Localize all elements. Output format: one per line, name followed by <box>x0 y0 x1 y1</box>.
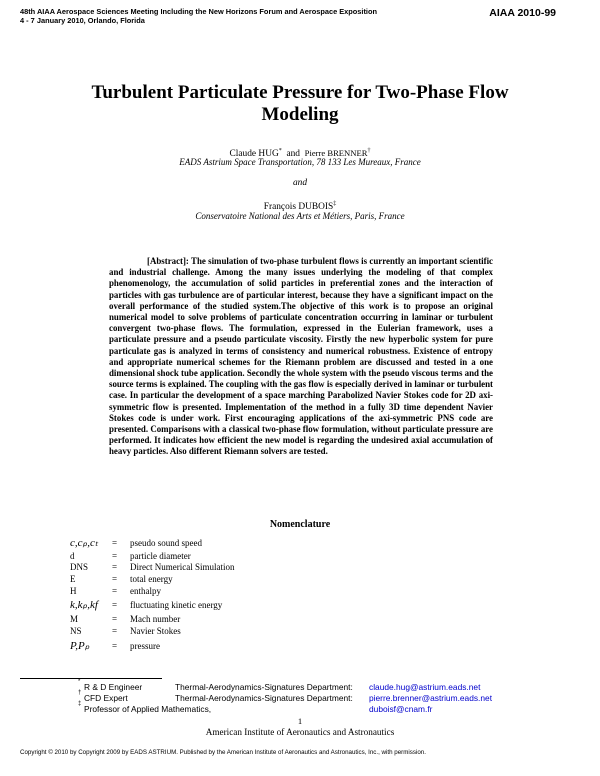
definition: Mach number <box>130 614 181 624</box>
equals-sign: = <box>112 586 118 596</box>
equals-sign: = <box>112 551 118 561</box>
email-brenner-link[interactable]: pierre.brenner@astrium.eads.net <box>369 693 493 703</box>
affiliation-astrium: EADS Astrium Space Transportation, 78 133 Les Mureaux, France <box>179 157 421 167</box>
footnote-rule <box>20 678 162 679</box>
definition: Direct Numerical Simulation <box>130 562 235 572</box>
author-hug: Claude HUG <box>229 149 279 160</box>
footnote-label: CFD Expert <box>84 693 128 703</box>
symbol-c: c,cₚ,cₜ <box>70 537 99 549</box>
symbol-p: P,Pₚ <box>70 640 90 652</box>
symbol-m: M <box>70 614 79 624</box>
definition: pseudo sound speed <box>130 538 202 548</box>
symbol-h: H <box>70 586 77 596</box>
page-number: 1 <box>297 716 303 726</box>
author-brenner: Pierre BRENNER <box>304 148 368 159</box>
conference-dates: 4 - 7 January 2010, Orlando, Florida <box>20 16 145 25</box>
symbol-e: E <box>70 574 76 584</box>
abstract-text: [Abstract]: The simulation of two-phase turbulent flows is currently an important scientific and industrial challenge. Among the many issues underlying the modeling of that complex phenomenology, the accumulation of solid particles in preferential zones and the interaction of particles with gas turbulence are of particular interest, because they have a significant impact on the overall performance of the studied system.The objective of this work is to propose an original numerical model to solve problems of particulate concentration occurring in laminar or turbulent convergent two-phase flows. The formulation, expressed in the Eulerian framework, uses a particulate pressure and a pseudo particulate viscosity. Firstly the new hyperbolic system for pure particulate gas is analyzed in terms of consistency and numerical robustness. Existence of entropy and appropriate numerical schemes for the Riemann problem are discussed and tested in a one dimensional shock tube application. Secondly the whole system with the pseudo viscous terms and the source terms is explained. The coupling with the gas flow is especially derived in laminar or turbulent case. In particular the development of a space marching Parabolized Navier Stokes code for 2D axi-symmetric flow is presented. Implementation of the method in a fully 3D time dependent Navier Stokes code is under work. First encouraging applications of the axi-symmetric PNS code are presented. Comparisons with a classical two-phase flow formulation, without particulate pressure are performed. It indicates how efficient the new model is regarding the undesired axial accumulation of heavy particles. Also different Riemann solvers are tested. <box>109 256 493 457</box>
paper-title: Turbulent Particulate Pressure for Two-Phase Flow Modeling <box>91 82 509 125</box>
equals-sign: = <box>112 538 118 548</box>
symbol-k: k,kₚ,kf <box>70 599 98 611</box>
conference-header <box>20 7 440 25</box>
equals-sign: = <box>112 626 118 636</box>
conference-title: 48th AIAA Aerospace Sciences Meeting Including the New Horizons Forum and Aerospace Exposition <box>20 7 378 16</box>
definition: particle diameter <box>130 551 191 561</box>
definition: pressure <box>130 641 160 651</box>
author-brenner-mark: † <box>367 148 371 154</box>
author-hug-mark: * <box>278 148 282 154</box>
definition: total energy <box>130 574 173 584</box>
author-and: and <box>286 149 300 160</box>
equals-sign: = <box>112 641 118 651</box>
footnote-mark: ‡ <box>78 701 82 707</box>
equals-sign: = <box>112 600 118 610</box>
footnote-dept: Thermal-Aerodynamics-Signatures Department: <box>175 682 353 692</box>
footnote-dept: Thermal-Aerodynamics-Signatures Department: <box>175 693 353 703</box>
author-dubois: François DUBOIS <box>263 202 334 213</box>
definition: Navier Stokes <box>130 626 181 636</box>
email-hug-link[interactable]: claude.hug@astrium.eads.net <box>369 682 481 692</box>
definition: fluctuating kinetic energy <box>130 600 223 610</box>
footnote-label: R & D Engineer <box>84 682 143 692</box>
symbol-d: d <box>70 551 75 561</box>
and-separator: and <box>292 178 308 188</box>
symbol-dns: DNS <box>70 562 89 572</box>
footnote-mark: * <box>78 679 81 685</box>
symbol-ns: NS <box>70 626 82 636</box>
email-dubois-link[interactable]: duboisf@cnam.fr <box>369 704 433 714</box>
footer-organization: American Institute of Aeronautics and Astronautics <box>205 727 395 737</box>
equals-sign: = <box>112 562 118 572</box>
equals-sign: = <box>112 614 118 624</box>
footnote-mark: † <box>78 690 82 696</box>
document-number: AIAA 2010-99 <box>489 7 556 19</box>
equals-sign: = <box>112 574 118 584</box>
author-dubois-mark: ‡ <box>333 201 337 207</box>
nomenclature-heading: Nomenclature <box>269 519 331 530</box>
footnote-label: Professor of Applied Mathematics, <box>84 704 212 714</box>
definition: enthalpy <box>130 586 161 596</box>
affiliation-cnam: Conservatoire National des Arts et Métiers, Paris, France <box>195 211 405 221</box>
copyright-notice: Copyright © 2010 by Copyright 2009 by EADS ASTRIUM. Published by the American Institute of Aeronautics and Astronautics, Inc., with permission. <box>20 749 426 756</box>
